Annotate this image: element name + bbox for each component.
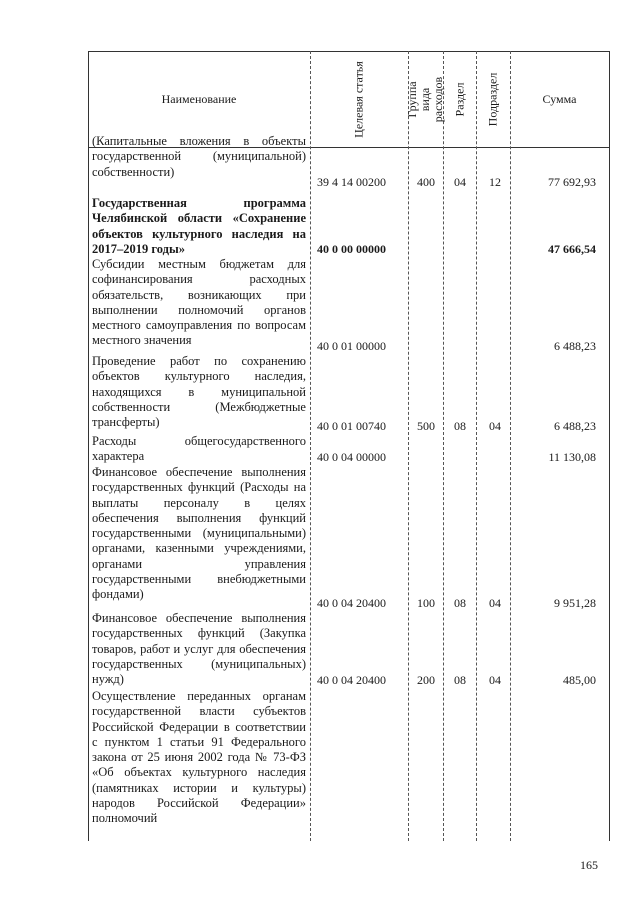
header-expense-group: Группа вида расходов [405,76,445,122]
row-subsection: 04 [489,673,501,687]
row-name: Расходы общегосударственного характера [92,434,306,464]
row-code: 40 0 04 00000 [317,450,386,464]
header-name: Наименование [161,91,237,106]
header-section: Раздел [452,82,467,116]
row-name: Осуществление переданных органам государственной власти субъектов Российской Федерации в соответствии с пунктом 1 статьи 91 Федерального закона от 25 июня 2002 года № 73-ФЗ «Об объектах культурного наследия (памятниках истории и культуры) народов Российской Федерации» полномочий [92,689,306,826]
row-sum: 47 666,54 [548,242,596,256]
header-subsection: Подраздел [485,72,500,126]
row-name: Государственная программа Челябинской области «Сохранение объектов культурного наследия на 2017–2019 годы» [92,196,306,256]
row-sum: 11 130,08 [548,450,596,464]
col-divider-2 [408,51,409,841]
row-code: 40 0 01 00000 [317,339,386,353]
row-section: 04 [454,175,466,189]
row-name: Проведение работ по сохранению объектов культурного наследия, находящихся в муниципальной собственности (Межбюджетные трансферты) [92,354,306,430]
row-section: 08 [454,673,466,687]
budget-table [88,51,610,841]
row-sum: 6 488,23 [554,339,596,353]
row-group: 100 [417,596,435,610]
table-left-border [88,51,89,841]
row-group: 200 [417,673,435,687]
header-target: Целевая статья [351,60,366,138]
page-number: 165 [580,858,598,872]
row-section: 08 [454,596,466,610]
row-name: Субсидии местным бюджетам для софинансирования расходных обязательств, возникающих при выполнении полномочий органов местного самоуправления по вопросам местного значения [92,257,306,348]
row-subsection: 04 [489,596,501,610]
row-group: 400 [417,175,435,189]
row-section: 08 [454,419,466,433]
row-code: 40 0 00 00000 [317,242,386,256]
col-divider-3 [443,51,444,841]
row-sum: 9 951,28 [554,596,596,610]
row-name: Финансовое обеспечение выполнения государственных функций (Расходы на выплаты персоналу в целях обеспечения выполнения функций государственными (муниципальными) органами, казенными учреждениями, органами управления государственными внебюджетными фондами) [92,465,306,602]
row-sum: 6 488,23 [554,419,596,433]
row-sum: 77 692,93 [548,175,596,189]
row-code: 39 4 14 00200 [317,175,386,189]
col-divider-4 [476,51,477,841]
col-divider-5 [510,51,511,841]
row-name: (Капитальные вложения в объекты государственной (муниципальной) собственности) [92,134,306,179]
row-code: 40 0 04 20400 [317,596,386,610]
row-group: 500 [417,419,435,433]
row-subsection: 12 [489,175,501,189]
col-divider-1 [310,51,311,841]
row-sum: 485,00 [563,673,596,687]
header-sum: Сумма [542,91,577,106]
row-code: 40 0 01 00740 [317,419,386,433]
row-subsection: 04 [489,419,501,433]
row-code: 40 0 04 20400 [317,673,386,687]
table-right-border [609,51,610,841]
row-name: Финансовое обеспечение выполнения государственных функций (Закупка товаров, работ и услуг для обеспечения государственных (муниципальных) нужд) [92,611,306,687]
